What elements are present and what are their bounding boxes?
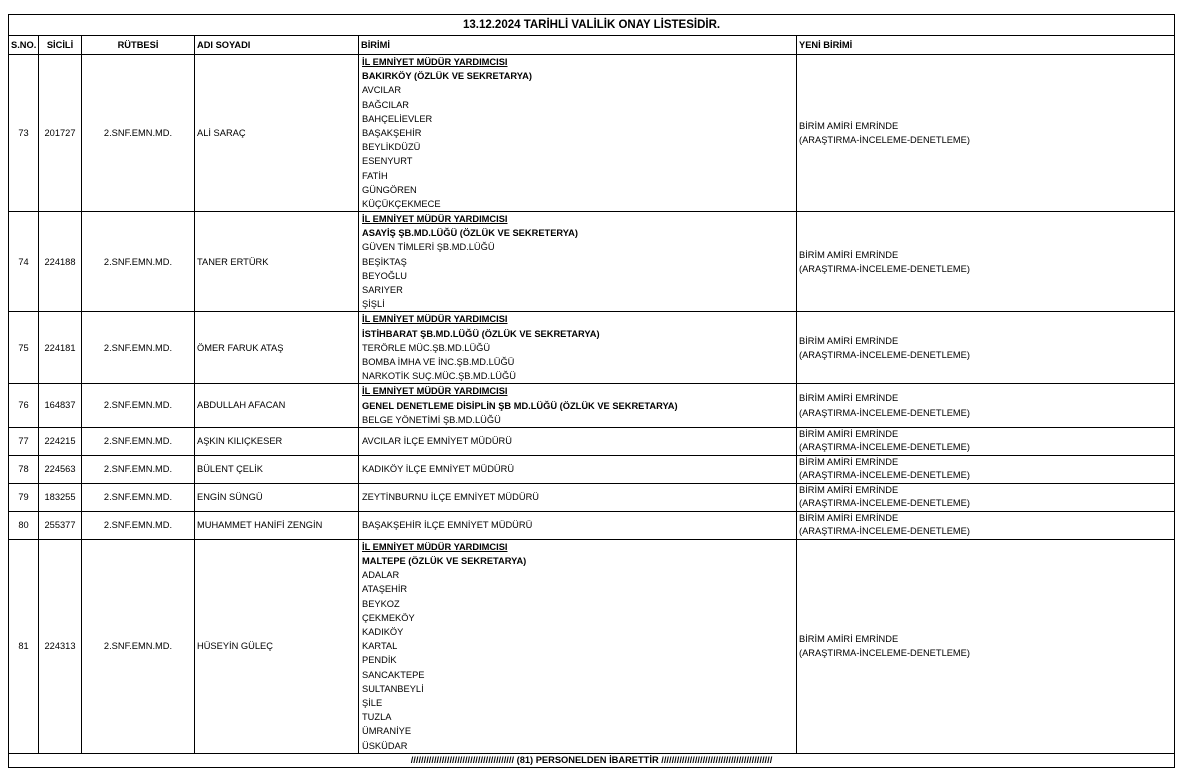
cell-unit	[359, 212, 797, 312]
table-row	[9, 455, 1175, 483]
table-row	[9, 312, 1175, 384]
cell-unit	[359, 511, 797, 539]
new-unit-line: BİRİM AMİRİ EMRİNDE	[799, 335, 899, 346]
cell-new-unit	[797, 483, 1175, 511]
new-unit-line: BİRİM AMİRİ EMRİNDE	[799, 393, 899, 404]
cell-unit	[359, 483, 797, 511]
approval-table	[8, 14, 1175, 768]
cell-sno: 75	[9, 312, 39, 384]
cell-sicil: 224188	[39, 212, 82, 312]
unit-line: ZEYTİNBURNU İLÇE EMNİYET MÜDÜRÜ	[362, 492, 539, 503]
cell-name: ABDULLAH AFACAN	[195, 384, 359, 428]
unit-line: PENDİK	[362, 655, 397, 666]
cell-rutbe: 2.SNF.EMN.MD.	[82, 427, 195, 455]
unit-line: BAŞAKŞEHİR	[362, 127, 422, 138]
new-unit-line: BİRİM AMİRİ EMRİNDE	[799, 428, 899, 439]
new-unit-line: (ARAŞTIRMA-İNCELEME-DENETLEME)	[799, 135, 970, 146]
cell-sicil: 183255	[39, 483, 82, 511]
cell-sicil: 201727	[39, 55, 82, 212]
cell-sicil: 224215	[39, 427, 82, 455]
cell-sno: 80	[9, 511, 39, 539]
cell-rutbe: 2.SNF.EMN.MD.	[82, 483, 195, 511]
cell-rutbe: 2.SNF.EMN.MD.	[82, 212, 195, 312]
cell-sno: 73	[9, 55, 39, 212]
unit-line: BEYOĞLU	[362, 270, 407, 281]
cell-name: ALİ SARAÇ	[195, 55, 359, 212]
header-sno: S.NO.	[9, 36, 39, 55]
cell-rutbe: 2.SNF.EMN.MD.	[82, 455, 195, 483]
unit-line: ŞİLE	[362, 697, 383, 708]
new-unit-line: (ARAŞTIRMA-İNCELEME-DENETLEME)	[799, 648, 970, 659]
unit-line: KADIKÖY İLÇE EMNİYET MÜDÜRÜ	[362, 464, 515, 475]
unit-line: İL EMNİYET MÜDÜR YARDIMCISI	[362, 57, 508, 67]
cell-sno: 77	[9, 427, 39, 455]
unit-line: GENEL DENETLEME DİSİPLİN ŞB MD.LÜĞÜ (ÖZLÜK VE SEKRETARYA)	[362, 400, 678, 411]
table-row	[9, 539, 1175, 753]
cell-unit	[359, 427, 797, 455]
new-unit-line: BİRİM AMİRİ EMRİNDE	[799, 634, 899, 645]
cell-sno: 79	[9, 483, 39, 511]
cell-unit	[359, 312, 797, 384]
unit-line: KÜÇÜKÇEKMECE	[362, 198, 441, 209]
header-sicil: SİCİLİ	[39, 36, 82, 55]
new-unit-line: (ARAŞTIRMA-İNCELEME-DENETLEME)	[799, 442, 970, 453]
unit-line: BEYKOZ	[362, 598, 400, 609]
header-unit: BİRİMİ	[359, 36, 797, 55]
new-unit-line: (ARAŞTIRMA-İNCELEME-DENETLEME)	[799, 263, 970, 274]
unit-line: MALTEPE (ÖZLÜK VE SEKRETARYA)	[362, 556, 527, 567]
unit-line: BAHÇELİEVLER	[362, 113, 433, 124]
cell-sicil: 255377	[39, 511, 82, 539]
cell-unit	[359, 539, 797, 753]
new-unit-line: BİRİM AMİRİ EMRİNDE	[799, 512, 899, 523]
new-unit-line: BİRİM AMİRİ EMRİNDE	[799, 249, 899, 260]
cell-new-unit	[797, 212, 1175, 312]
unit-line: ASAYİŞ ŞB.MD.LÜĞÜ (ÖZLÜK VE SEKRETERYA)	[362, 228, 578, 239]
new-unit-line: BİRİM AMİRİ EMRİNDE	[799, 120, 899, 131]
cell-unit	[359, 384, 797, 428]
unit-line: KARTAL	[362, 641, 398, 652]
unit-line: İL EMNİYET MÜDÜR YARDIMCISI	[362, 541, 508, 552]
cell-name: ENGİN SÜNGÜ	[195, 483, 359, 511]
header-rutbe: RÜTBESİ	[82, 36, 195, 55]
cell-name: TANER ERTÜRK	[195, 212, 359, 312]
table-row	[9, 212, 1175, 312]
unit-line: İSTİHBARAT ŞB.MD.LÜĞÜ (ÖZLÜK VE SEKRETARYA)	[362, 328, 600, 339]
new-unit-line: BİRİM AMİRİ EMRİNDE	[799, 456, 899, 467]
cell-new-unit	[797, 427, 1175, 455]
table-title: 13.12.2024 TARİHLİ VALİLİK ONAY LİSTESİDİR.	[9, 15, 1175, 36]
unit-line: İL EMNİYET MÜDÜR YARDIMCISI	[362, 386, 508, 397]
unit-line: BEYLİKDÜZÜ	[362, 142, 421, 153]
cell-new-unit	[797, 511, 1175, 539]
cell-name: AŞKIN KILIÇKESER	[195, 427, 359, 455]
new-unit-line: (ARAŞTIRMA-İNCELEME-DENETLEME)	[799, 470, 970, 481]
cell-unit	[359, 55, 797, 212]
cell-sicil: 164837	[39, 384, 82, 428]
new-unit-line: (ARAŞTIRMA-İNCELEME-DENETLEME)	[799, 407, 970, 418]
unit-line: TERÖRLE MÜC.ŞB.MD.LÜĞÜ	[362, 342, 491, 353]
new-unit-line: (ARAŞTIRMA-İNCELEME-DENETLEME)	[799, 498, 970, 509]
unit-line: ÜMRANİYE	[362, 726, 412, 737]
unit-line: ÇEKMEKÖY	[362, 612, 415, 623]
cell-sno: 81	[9, 539, 39, 753]
unit-line: NARKOTİK SUÇ.MÜC.ŞB.MD.LÜĞÜ	[362, 371, 516, 382]
unit-line: ÜSKÜDAR	[362, 740, 408, 751]
table-row	[9, 483, 1175, 511]
unit-line: BAŞAKŞEHİR İLÇE EMNİYET MÜDÜRÜ	[362, 520, 533, 531]
table-body	[9, 55, 1175, 754]
cell-new-unit	[797, 312, 1175, 384]
cell-sno: 78	[9, 455, 39, 483]
unit-line: İL EMNİYET MÜDÜR YARDIMCISI	[362, 214, 508, 225]
unit-line: SARIYER	[362, 285, 403, 295]
cell-sno: 74	[9, 212, 39, 312]
unit-line: AVCILAR	[362, 85, 402, 96]
cell-unit	[359, 455, 797, 483]
approval-list-sheet	[8, 14, 1174, 768]
unit-line: GÜNGÖREN	[362, 184, 417, 195]
unit-line: KADIKÖY	[362, 627, 404, 637]
cell-new-unit	[797, 539, 1175, 753]
header-new-unit: YENİ BİRİMİ	[797, 36, 1175, 55]
cell-name: BÜLENT ÇELİK	[195, 455, 359, 483]
new-unit-line: BİRİM AMİRİ EMRİNDE	[799, 484, 899, 495]
cell-sicil: 224181	[39, 312, 82, 384]
unit-line: TUZLA	[362, 712, 392, 723]
cell-rutbe: 2.SNF.EMN.MD.	[82, 312, 195, 384]
cell-name: MUHAMMET HANİFİ ZENGİN	[195, 511, 359, 539]
header-name: ADI SOYADI	[195, 36, 359, 55]
cell-name: ÖMER FARUK ATAŞ	[195, 312, 359, 384]
cell-new-unit	[797, 55, 1175, 212]
table-row	[9, 384, 1175, 428]
table-row	[9, 427, 1175, 455]
unit-line: FATİH	[362, 170, 388, 181]
unit-line: BELGE YÖNETİMİ ŞB.MD.LÜĞÜ	[362, 414, 501, 425]
cell-sicil: 224563	[39, 455, 82, 483]
unit-line: SANCAKTEPE	[362, 669, 425, 680]
unit-line: AVCILAR İLÇE EMNİYET MÜDÜRÜ	[362, 436, 512, 447]
unit-line: ESENYURT	[362, 156, 413, 167]
table-row	[9, 55, 1175, 212]
unit-line: SULTANBEYLİ	[362, 683, 424, 694]
new-unit-line: (ARAŞTIRMA-İNCELEME-DENETLEME)	[799, 349, 970, 360]
cell-rutbe: 2.SNF.EMN.MD.	[82, 384, 195, 428]
table-row	[9, 511, 1175, 539]
unit-line: ATAŞEHİR	[362, 584, 408, 595]
unit-line: GÜVEN TİMLERİ ŞB.MD.LÜĞÜ	[362, 242, 495, 253]
cell-rutbe: 2.SNF.EMN.MD.	[82, 511, 195, 539]
cell-sno: 76	[9, 384, 39, 428]
cell-new-unit	[797, 384, 1175, 428]
cell-new-unit	[797, 455, 1175, 483]
cell-sicil: 224313	[39, 539, 82, 753]
header-row	[9, 36, 1175, 55]
unit-line: BAKIRKÖY (ÖZLÜK VE SEKRETARYA)	[362, 71, 532, 82]
cell-rutbe: 2.SNF.EMN.MD.	[82, 55, 195, 212]
unit-line: ADALAR	[362, 570, 400, 581]
unit-line: İL EMNİYET MÜDÜR YARDIMCISI	[362, 314, 508, 325]
unit-line: ŞİŞLİ	[362, 299, 385, 310]
unit-line: BEŞİKTAŞ	[362, 256, 407, 267]
table-footer: //////////////////////////////////////// (81) PERSONELDEN İBARETTİR ///////////////////////////////////////////	[9, 753, 1175, 767]
cell-rutbe: 2.SNF.EMN.MD.	[82, 539, 195, 753]
new-unit-line: (ARAŞTIRMA-İNCELEME-DENETLEME)	[799, 526, 970, 537]
unit-line: BAĞCILAR	[362, 99, 410, 110]
cell-name: HÜSEYİN GÜLEÇ	[195, 539, 359, 753]
unit-line: BOMBA İMHA VE İNC.ŞB.MD.LÜĞÜ	[362, 356, 515, 367]
